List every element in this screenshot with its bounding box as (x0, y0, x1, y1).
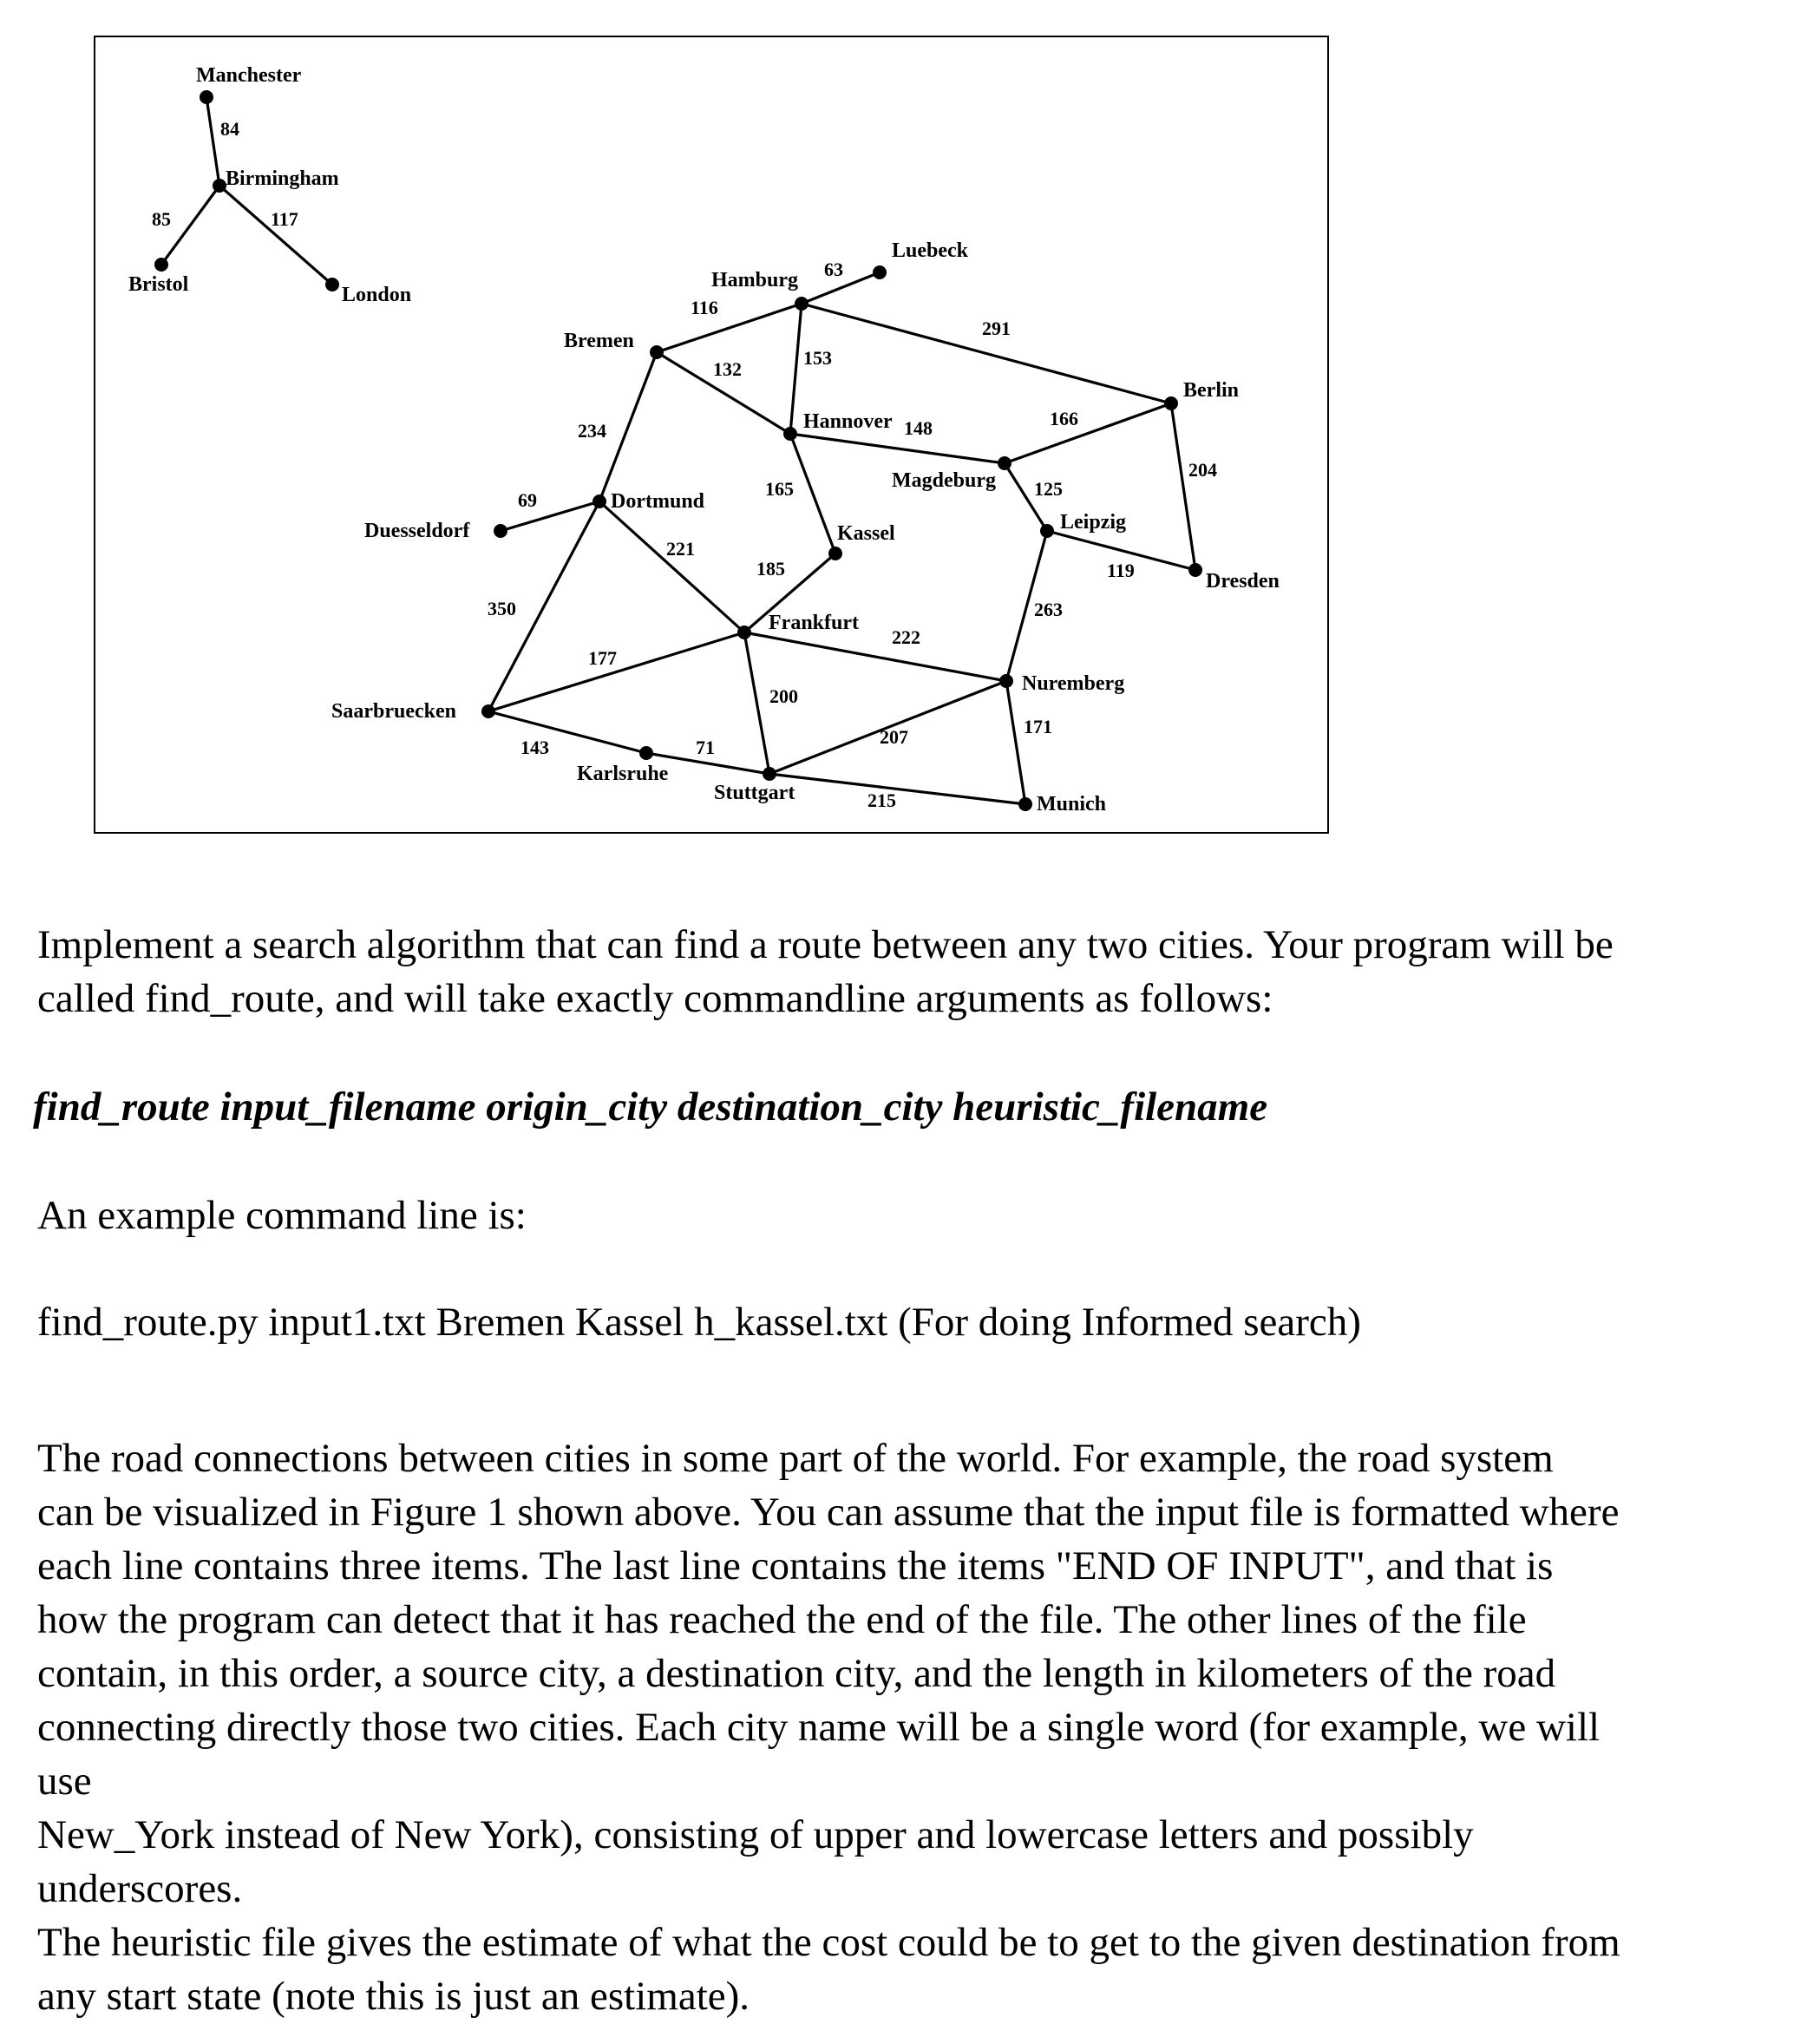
distance-label-duesseldorf-dortmund: 69 (518, 489, 537, 511)
road-berlin-dresden (1171, 403, 1195, 570)
distance-label-birmingham-bristol: 85 (152, 208, 171, 230)
distance-label-stuttgart-nuremberg: 207 (880, 726, 908, 748)
city-node-karlsruhe (639, 746, 653, 760)
city-label-manchester: Manchester (196, 64, 302, 87)
city-node-saarbruecken (481, 704, 495, 718)
road-manchester-birmingham (206, 97, 219, 186)
example-heading: An example command line is: (37, 1193, 527, 1238)
road-hamburg-hannover (790, 304, 802, 434)
distance-label-hamburg-hannover: 153 (803, 347, 832, 369)
distance-label-saarbruecken-karlsruhe: 143 (520, 737, 549, 758)
road-map-figure (0, 0, 1820, 868)
city-node-stuttgart (763, 767, 776, 781)
distance-label-stuttgart-munich: 215 (867, 789, 896, 811)
city-label-kassel: Kassel (837, 522, 895, 545)
city-label-munich: Munich (1037, 793, 1107, 815)
city-label-stuttgart: Stuttgart (714, 782, 795, 804)
distance-label-dortmund-frankfurt: 221 (666, 538, 695, 560)
distance-label-magdeburg-berlin: 166 (1050, 408, 1078, 429)
city-node-nuremberg (999, 674, 1013, 688)
figure-frame (95, 36, 1328, 833)
city-node-dresden (1188, 563, 1202, 577)
city-label-dresden: Dresden (1206, 570, 1280, 593)
city-node-luebeck (873, 265, 887, 279)
city-node-bristol (154, 258, 168, 272)
example-command: find_route.py input1.txt Bremen Kassel h_kassel.txt (For doing Informed search) (37, 1300, 1361, 1345)
distance-label-frankfurt-nuremberg: 222 (892, 626, 920, 648)
city-label-berlin: Berlin (1183, 379, 1239, 402)
city-label-hamburg: Hamburg (711, 269, 799, 291)
city-node-magdeburg (998, 456, 1011, 470)
city-node-berlin (1164, 396, 1178, 410)
body-paragraph: The road connections between cities in some part of the world. For example, the road system can be visualized in Figure 1 shown above. You can assume that the input file is formatted where each line contains three items. The last line contains the items "END OF INPUT", and that is how the program can detect that it has reached the end of the file. The other lines of the file contain, in this order, a source city, a destination city, and the length in kilometers of the road connecting directly those two cities. Each city name will be a single word (for example, we will use New_York instead of New York), consisting of upper and lowercase letters and possibly underscores. The heuristic file gives the estimate of what the cost could be to get to the given destination from any start state (note this is just an estimate). (37, 1436, 1620, 2019)
distance-label-bremen-hamburg: 116 (691, 297, 718, 318)
city-node-london (325, 278, 339, 291)
distance-label-karlsruhe-stuttgart: 71 (696, 737, 715, 758)
city-node-frankfurt (737, 626, 751, 639)
city-node-dortmund (592, 495, 606, 508)
distance-label-magdeburg-leipzig: 125 (1034, 478, 1063, 500)
city-node-birmingham (213, 179, 226, 193)
city-node-duesseldorf (494, 524, 507, 538)
cities-layer (128, 64, 1280, 815)
distance-label-nuremberg-munich: 171 (1024, 716, 1052, 737)
city-label-bristol: Bristol (128, 273, 189, 296)
city-label-dortmund: Dortmund (611, 490, 705, 513)
road-saarbruecken-frankfurt (488, 632, 744, 711)
city-label-nuremberg: Nuremberg (1022, 672, 1125, 695)
road-bremen-dortmund (599, 352, 657, 501)
road-saarbruecken-karlsruhe (488, 711, 646, 753)
city-label-frankfurt: Frankfurt (769, 612, 859, 634)
city-node-kassel (828, 547, 842, 560)
distance-label-hamburg-berlin: 291 (982, 318, 1011, 339)
distance-label-hannover-magdeburg: 148 (904, 417, 933, 439)
city-label-leipzig: Leipzig (1060, 511, 1126, 534)
distance-label-saarbruecken-frankfurt: 177 (588, 647, 617, 669)
distance-labels-layer (152, 118, 1217, 811)
city-node-manchester (200, 90, 213, 104)
city-label-duesseldorf: Duesseldorf (364, 520, 470, 542)
city-node-bremen (650, 345, 664, 359)
road-frankfurt-nuremberg (744, 632, 1006, 681)
city-node-munich (1018, 797, 1032, 811)
distance-label-frankfurt-stuttgart: 200 (769, 685, 798, 707)
usage-line: find_route input_filename origin_city destination_city heuristic_filename (33, 1084, 1268, 1130)
distance-label-hannover-kassel: 165 (765, 478, 794, 500)
city-node-hannover (783, 427, 797, 441)
city-label-bremen: Bremen (564, 330, 634, 352)
city-node-leipzig (1040, 524, 1054, 538)
road-stuttgart-munich (769, 774, 1025, 804)
distance-label-dortmund-saarbruecken: 350 (488, 598, 516, 619)
road-birmingham-london (219, 186, 332, 285)
distance-label-manchester-birmingham: 84 (220, 118, 239, 140)
road-frankfurt-stuttgart (744, 632, 769, 774)
distance-label-berlin-dresden: 204 (1188, 459, 1217, 481)
city-label-karlsruhe: Karlsruhe (577, 763, 669, 785)
road-hannover-kassel (790, 434, 835, 553)
city-label-london: London (342, 284, 412, 306)
distance-label-hamburg-luebeck: 63 (824, 259, 843, 280)
city-label-magdeburg: Magdeburg (892, 469, 996, 492)
distance-label-bremen-dortmund: 234 (578, 420, 606, 442)
distance-label-bremen-hannover: 132 (713, 358, 742, 380)
distance-label-kassel-frankfurt: 185 (756, 558, 785, 580)
road-bremen-hamburg (657, 304, 802, 352)
city-label-birmingham: Birmingham (226, 167, 339, 190)
city-label-hannover: Hannover (803, 410, 893, 433)
road-nuremberg-munich (1006, 681, 1025, 804)
road-dortmund-frankfurt (599, 501, 744, 632)
road-magdeburg-berlin (1005, 403, 1171, 463)
distance-label-leipzig-dresden: 119 (1107, 560, 1135, 581)
roads-layer (161, 97, 1195, 804)
city-label-saarbruecken: Saarbruecken (331, 700, 456, 723)
road-hannover-magdeburg (790, 434, 1005, 463)
city-label-luebeck: Luebeck (892, 239, 969, 262)
distance-label-birmingham-london: 117 (271, 208, 298, 230)
road-duesseldorf-dortmund (501, 501, 599, 531)
distance-label-leipzig-nuremberg: 263 (1034, 599, 1063, 620)
city-node-hamburg (795, 297, 809, 311)
intro-paragraph: Implement a search algorithm that can find a route between any two cities. Your program will be called find_route, and will take exactly commandline arguments as follows: (37, 922, 1614, 1021)
